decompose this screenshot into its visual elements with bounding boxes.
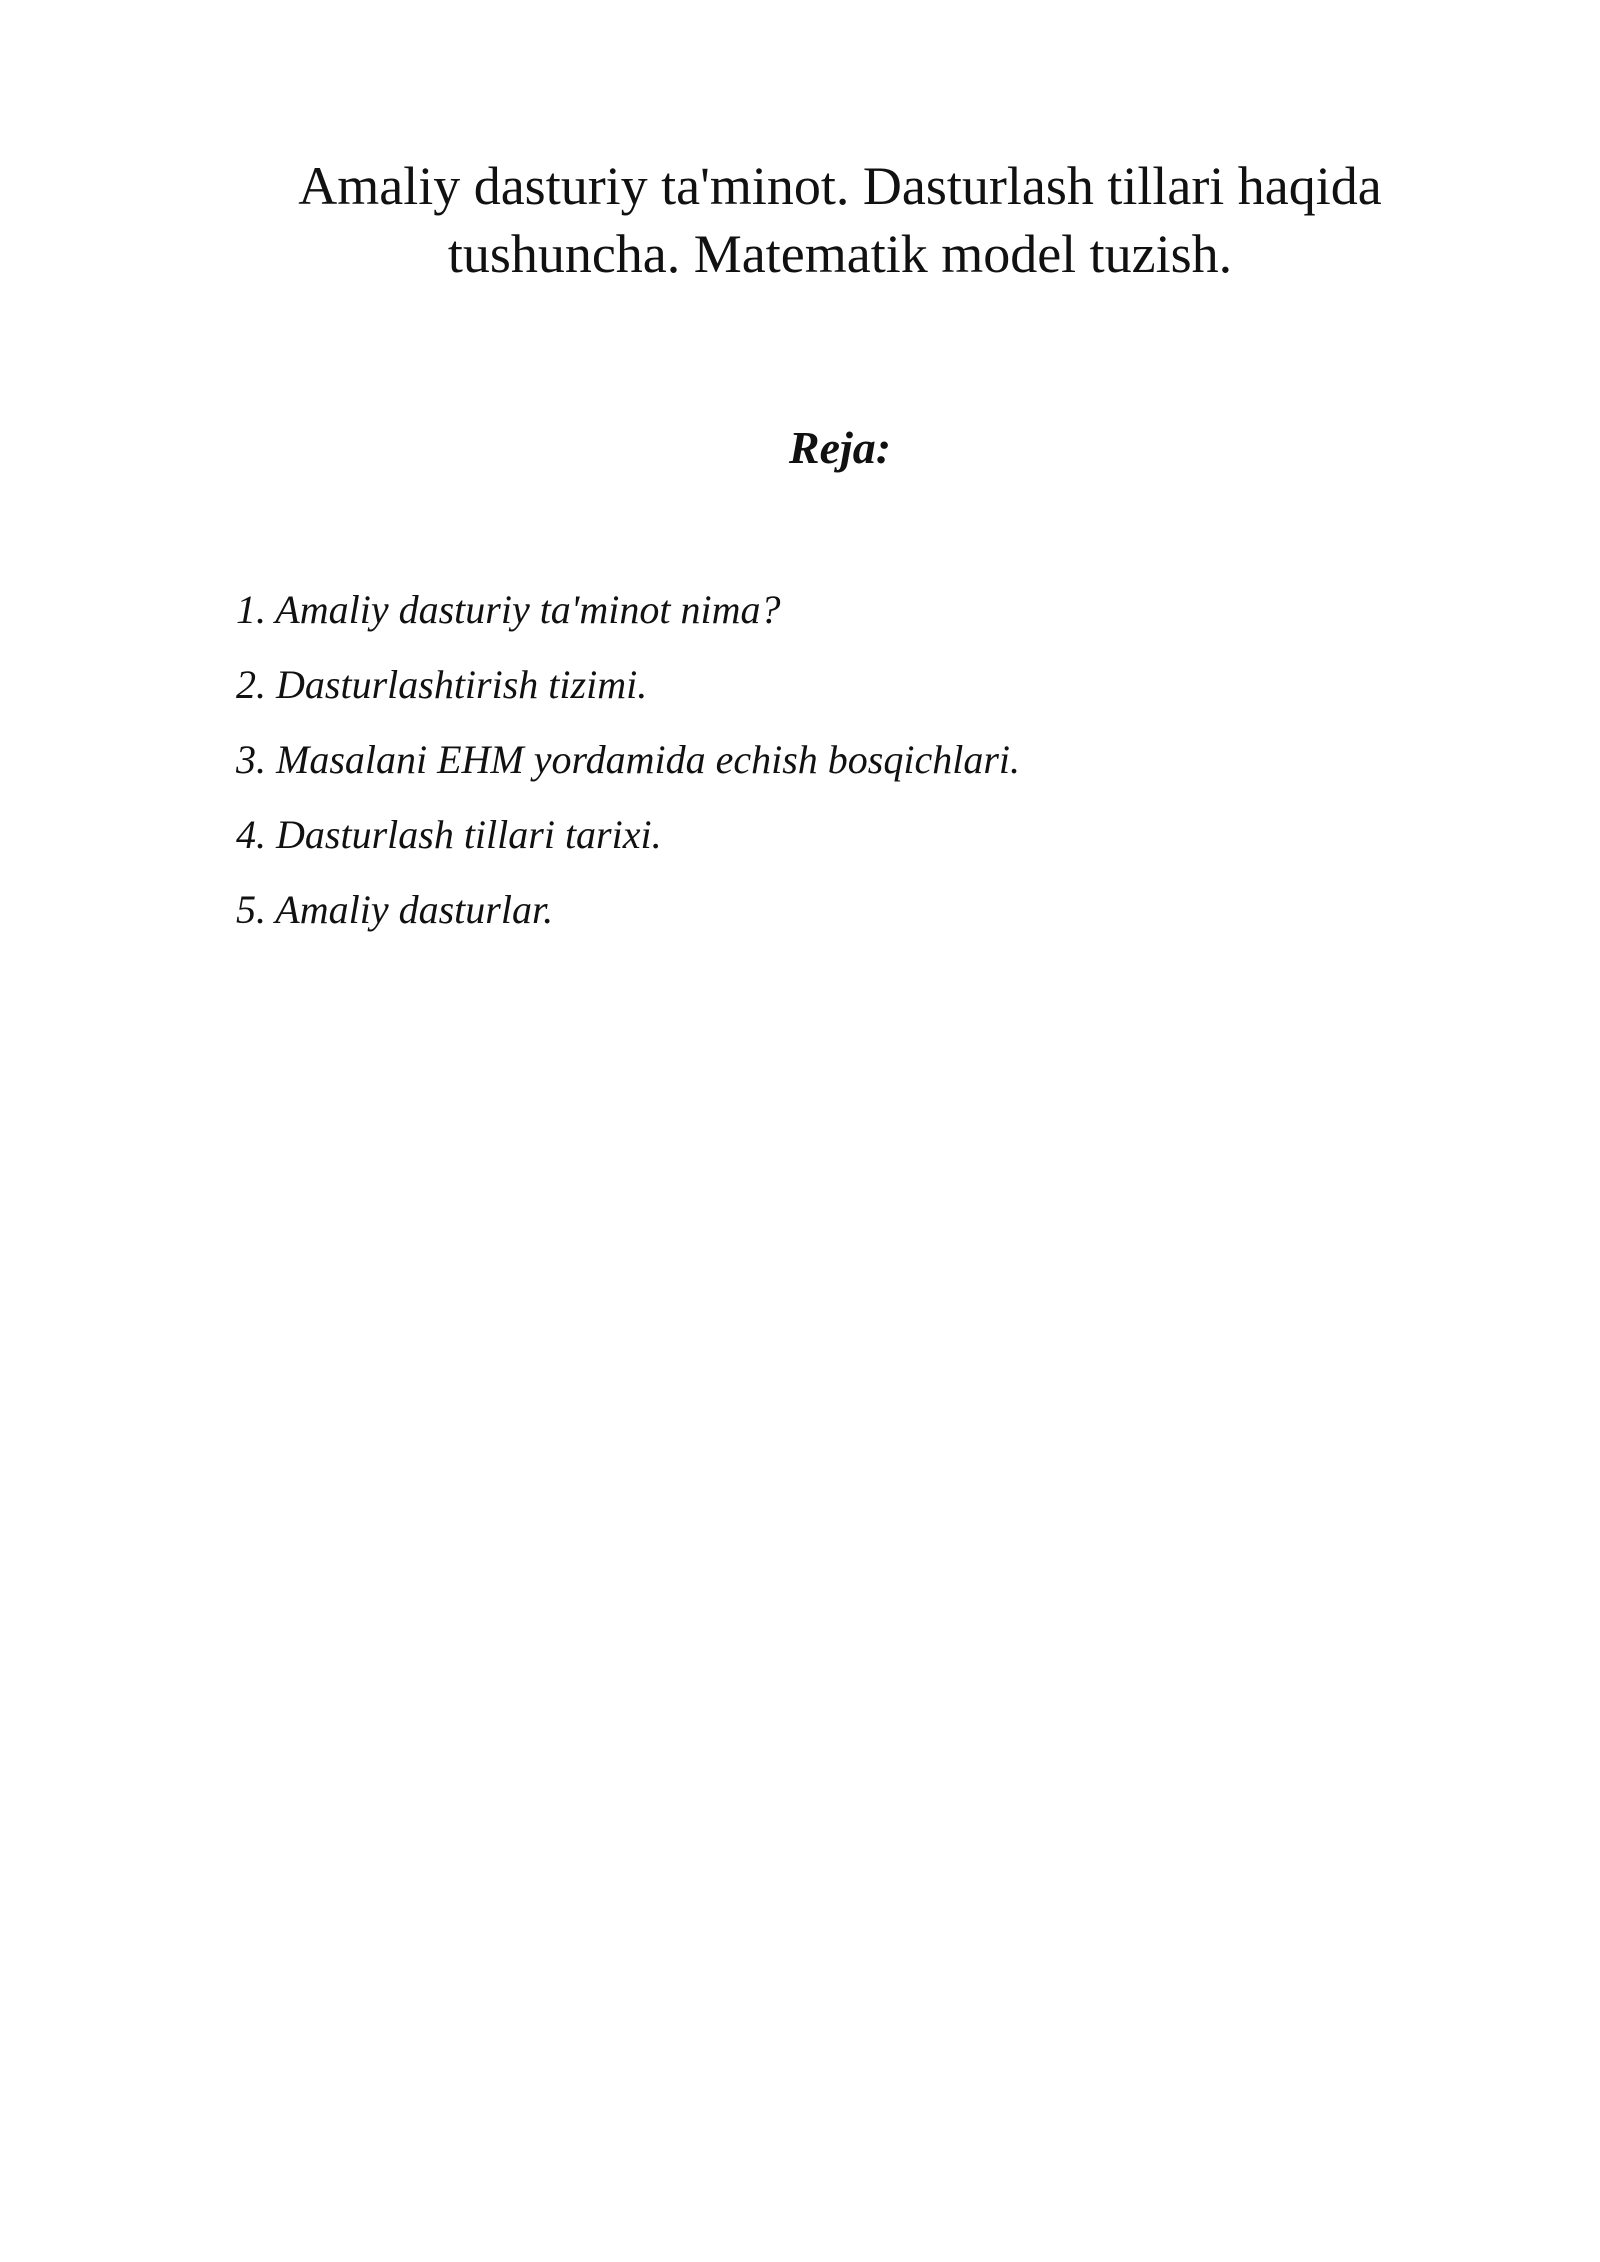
plan-heading: Reja: [788,422,892,473]
plan-item-1: 1. Amaliy dasturiy ta'minot nima? [236,587,781,632]
plan-item-2: 2. Dasturlashtirish tizimi. [236,662,648,707]
plan-item-3: 3. Masalani EHM yordamida echish bosqichlari. [236,737,1021,782]
document-title: Amaliy dasturiy ta'minot. Dasturlash tillari haqida tushuncha. Matematik model tuzish. [298,156,1382,284]
plan-list [236,586,1436,961]
plan-item-5: 5. Amaliy dasturlar. [236,887,554,932]
plan-item-4: 4. Dasturlash tillari tarixi. [236,812,662,857]
